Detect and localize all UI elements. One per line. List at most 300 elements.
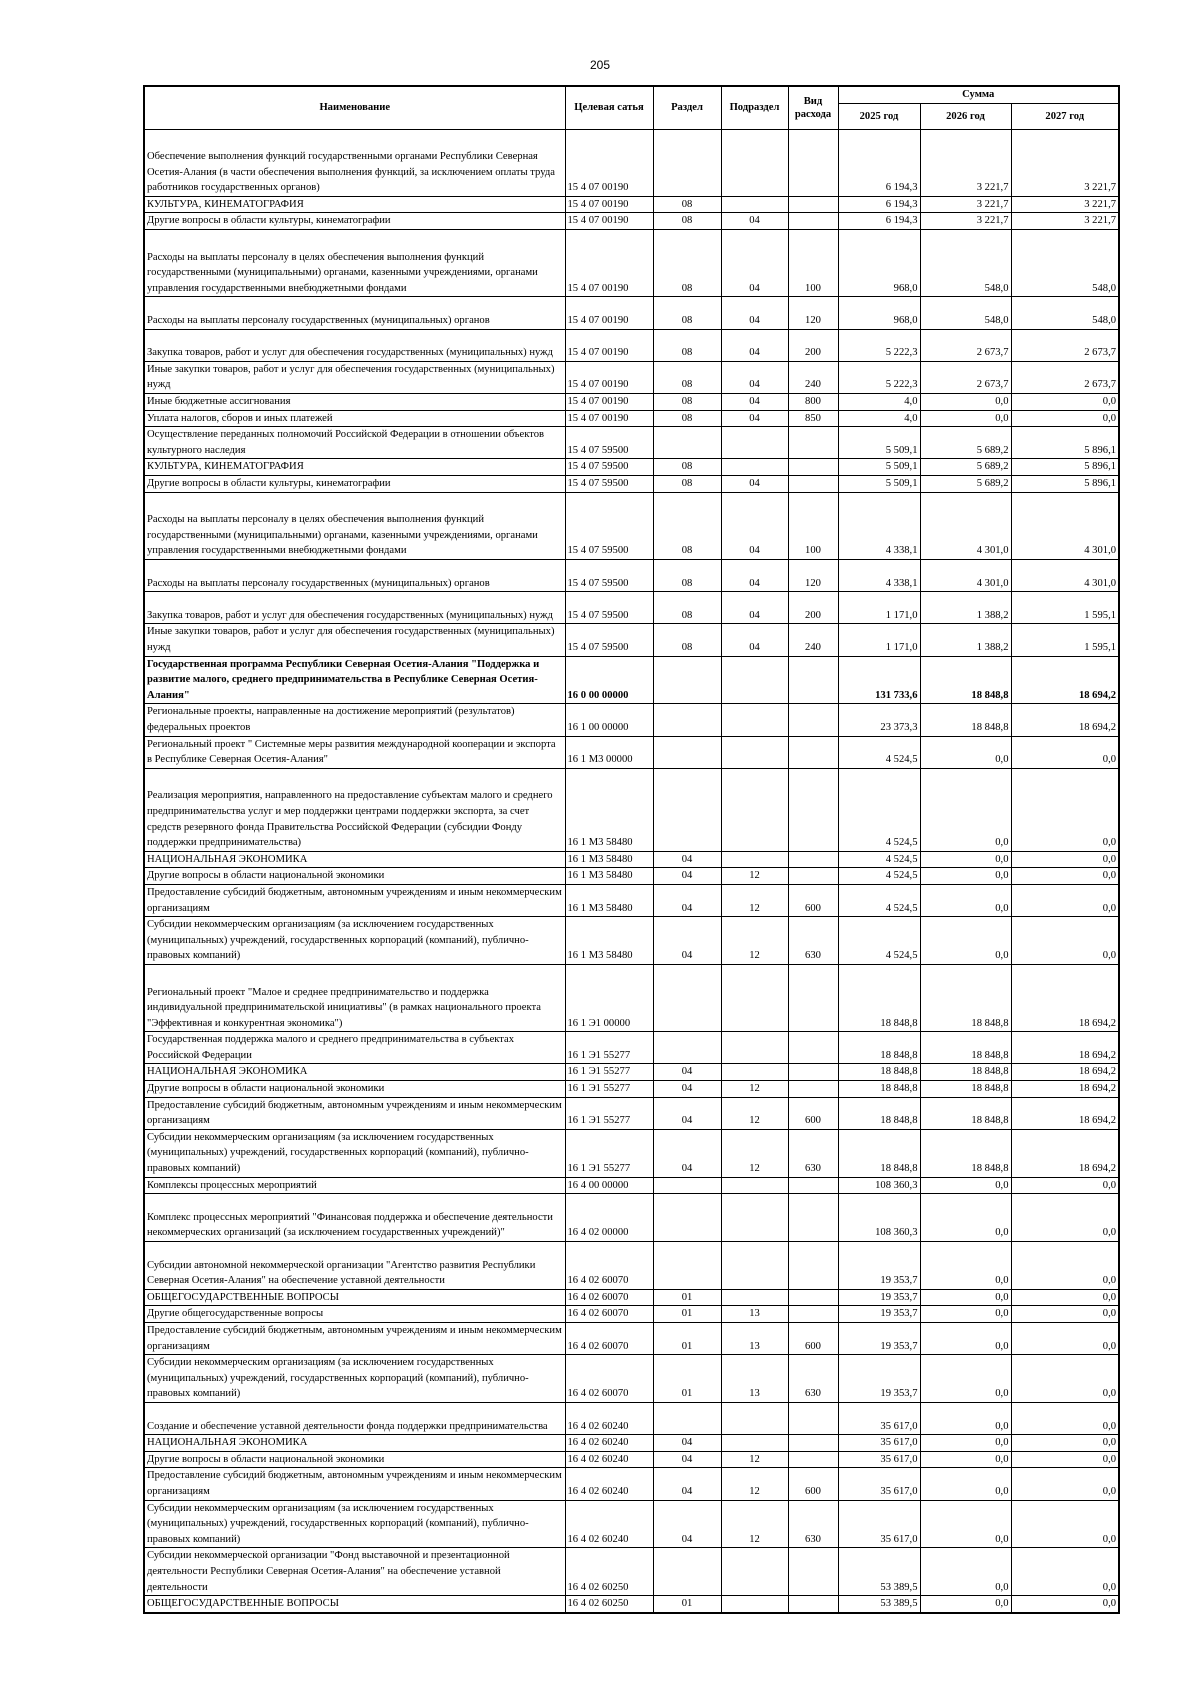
row-target-code: 15 4 07 00190 bbox=[565, 196, 653, 213]
header-subsection: Подраздел bbox=[721, 86, 788, 129]
row-section: 08 bbox=[653, 196, 721, 213]
row-target-code: 15 4 07 00190 bbox=[565, 213, 653, 230]
row-section: 08 bbox=[653, 559, 721, 591]
table-row bbox=[144, 917, 1119, 965]
row-section: 01 bbox=[653, 1289, 721, 1306]
table-row bbox=[144, 492, 1119, 559]
row-subsection: 12 bbox=[721, 1097, 788, 1129]
row-target-code: 15 4 07 59500 bbox=[565, 624, 653, 656]
header-2026: 2026 год bbox=[920, 103, 1011, 129]
row-sum-2026: 548,0 bbox=[920, 230, 1011, 297]
row-expense-type: 630 bbox=[788, 917, 838, 965]
row-expense-type bbox=[788, 964, 838, 1031]
table-row bbox=[144, 1306, 1119, 1323]
row-expense-type bbox=[788, 1177, 838, 1194]
row-sum-2025: 35 617,0 bbox=[838, 1500, 920, 1548]
row-subsection: 13 bbox=[721, 1306, 788, 1323]
row-section bbox=[653, 129, 721, 196]
row-sum-2025: 5 509,1 bbox=[838, 427, 920, 459]
row-name: Региональный проект "Малое и среднее предпринимательство и поддержка индивидуальной предпринимательской инициативы" (в рамках национального проекта "Эффективная и конкурентная экономика") bbox=[144, 964, 565, 1031]
row-sum-2026: 18 848,8 bbox=[920, 1064, 1011, 1081]
row-sum-2027: 0,0 bbox=[1011, 1289, 1119, 1306]
row-expense-type bbox=[788, 1081, 838, 1098]
row-sum-2027: 548,0 bbox=[1011, 297, 1119, 329]
row-expense-type bbox=[788, 1451, 838, 1468]
row-sum-2026: 0,0 bbox=[920, 1242, 1011, 1290]
row-target-code: 16 4 02 60240 bbox=[565, 1500, 653, 1548]
row-name: КУЛЬТУРА, КИНЕМАТОГРАФИЯ bbox=[144, 196, 565, 213]
row-sum-2026: 0,0 bbox=[920, 394, 1011, 411]
row-sum-2025: 6 194,3 bbox=[838, 213, 920, 230]
row-subsection: 04 bbox=[721, 559, 788, 591]
row-name: Субсидии некоммерческим организациям (за исключением государственных (муниципальных) учреждений, государственных корпораций (компаний), публично-правовых компаний) bbox=[144, 1355, 565, 1403]
row-sum-2025: 19 353,7 bbox=[838, 1289, 920, 1306]
row-target-code: 16 4 00 00000 bbox=[565, 1177, 653, 1194]
row-target-code: 15 4 07 59500 bbox=[565, 592, 653, 624]
row-name: Расходы на выплаты персоналу в целях обеспечения выполнения функций государственными (муниципальными) органами, казенными учреждениями, органами управления государственными внебюджетными фондами bbox=[144, 492, 565, 559]
row-sum-2026: 0,0 bbox=[920, 1194, 1011, 1242]
row-name: Другие общегосударственные вопросы bbox=[144, 1306, 565, 1323]
row-sum-2027: 18 694,2 bbox=[1011, 964, 1119, 1031]
table-row bbox=[144, 410, 1119, 427]
row-subsection: 04 bbox=[721, 410, 788, 427]
row-sum-2027: 18 694,2 bbox=[1011, 1032, 1119, 1064]
row-target-code: 16 1 M3 58480 bbox=[565, 868, 653, 885]
row-section bbox=[653, 1548, 721, 1596]
table-row bbox=[144, 213, 1119, 230]
row-subsection bbox=[721, 1064, 788, 1081]
row-sum-2026: 0,0 bbox=[920, 1355, 1011, 1403]
row-sum-2026: 18 848,8 bbox=[920, 1097, 1011, 1129]
row-sum-2025: 18 848,8 bbox=[838, 1097, 920, 1129]
row-target-code: 16 4 02 60250 bbox=[565, 1596, 653, 1613]
row-subsection bbox=[721, 1194, 788, 1242]
row-target-code: 16 4 02 60240 bbox=[565, 1468, 653, 1500]
row-sum-2026: 0,0 bbox=[920, 1435, 1011, 1452]
row-name: Другие вопросы в области национальной экономики bbox=[144, 1081, 565, 1098]
row-target-code: 16 1 M3 58480 bbox=[565, 917, 653, 965]
row-sum-2026: 0,0 bbox=[920, 1596, 1011, 1613]
row-sum-2027: 0,0 bbox=[1011, 868, 1119, 885]
row-section bbox=[653, 768, 721, 851]
row-section: 08 bbox=[653, 492, 721, 559]
row-expense-type: 850 bbox=[788, 410, 838, 427]
row-section: 04 bbox=[653, 1097, 721, 1129]
row-sum-2027: 3 221,7 bbox=[1011, 196, 1119, 213]
row-sum-2026: 4 301,0 bbox=[920, 492, 1011, 559]
row-sum-2027: 18 694,2 bbox=[1011, 1129, 1119, 1177]
row-sum-2027: 0,0 bbox=[1011, 884, 1119, 916]
table-row bbox=[144, 1032, 1119, 1064]
row-sum-2026: 0,0 bbox=[920, 851, 1011, 868]
row-name: НАЦИОНАЛЬНАЯ ЭКОНОМИКА bbox=[144, 1435, 565, 1452]
row-subsection: 13 bbox=[721, 1355, 788, 1403]
row-expense-type bbox=[788, 476, 838, 493]
row-target-code: 16 1 M3 58480 bbox=[565, 768, 653, 851]
row-sum-2026: 0,0 bbox=[920, 736, 1011, 768]
row-expense-type: 600 bbox=[788, 1097, 838, 1129]
row-sum-2026: 0,0 bbox=[920, 1403, 1011, 1435]
row-subsection: 12 bbox=[721, 1081, 788, 1098]
row-sum-2025: 108 360,3 bbox=[838, 1194, 920, 1242]
row-sum-2025: 5 222,3 bbox=[838, 361, 920, 393]
row-sum-2025: 968,0 bbox=[838, 230, 920, 297]
row-sum-2026: 548,0 bbox=[920, 297, 1011, 329]
row-subsection bbox=[721, 1548, 788, 1596]
table-row bbox=[144, 704, 1119, 736]
row-section bbox=[653, 964, 721, 1031]
table-row bbox=[144, 736, 1119, 768]
row-name: ОБЩЕГОСУДАРСТВЕННЫЕ ВОПРОСЫ bbox=[144, 1596, 565, 1613]
row-target-code: 15 4 07 00190 bbox=[565, 394, 653, 411]
row-target-code: 16 1 Э1 55277 bbox=[565, 1064, 653, 1081]
row-expense-type: 100 bbox=[788, 492, 838, 559]
table-row bbox=[144, 1435, 1119, 1452]
row-sum-2027: 0,0 bbox=[1011, 1548, 1119, 1596]
row-target-code: 16 1 Э1 55277 bbox=[565, 1032, 653, 1064]
row-subsection: 04 bbox=[721, 230, 788, 297]
row-expense-type bbox=[788, 1242, 838, 1290]
header-target: Целевая сатья bbox=[565, 86, 653, 129]
row-expense-type: 630 bbox=[788, 1129, 838, 1177]
row-sum-2025: 6 194,3 bbox=[838, 129, 920, 196]
row-sum-2026: 1 388,2 bbox=[920, 592, 1011, 624]
row-section: 01 bbox=[653, 1306, 721, 1323]
row-sum-2025: 19 353,7 bbox=[838, 1242, 920, 1290]
row-subsection bbox=[721, 1403, 788, 1435]
row-sum-2025: 53 389,5 bbox=[838, 1596, 920, 1613]
row-name: Другие вопросы в области культуры, кинематографии bbox=[144, 213, 565, 230]
table-row bbox=[144, 329, 1119, 361]
row-sum-2026: 2 673,7 bbox=[920, 361, 1011, 393]
row-subsection bbox=[721, 1242, 788, 1290]
row-sum-2025: 5 509,1 bbox=[838, 459, 920, 476]
row-name: Обеспечение выполнения функций государственными органами Республики Северная Осетия-Алания (в части обеспечения выполнения функций, за исключением оплаты труда работников государственных органов) bbox=[144, 129, 565, 196]
row-target-code: 16 4 02 60250 bbox=[565, 1548, 653, 1596]
row-target-code: 15 4 07 00190 bbox=[565, 361, 653, 393]
row-section bbox=[653, 427, 721, 459]
row-name: Создание и обеспечение уставной деятельности фонда поддержки предпринимательства bbox=[144, 1403, 565, 1435]
header-2027: 2027 год bbox=[1011, 103, 1119, 129]
row-subsection bbox=[721, 656, 788, 704]
row-subsection bbox=[721, 459, 788, 476]
row-sum-2026: 0,0 bbox=[920, 868, 1011, 885]
row-sum-2027: 3 221,7 bbox=[1011, 213, 1119, 230]
row-sum-2025: 18 848,8 bbox=[838, 1081, 920, 1098]
table-body bbox=[144, 129, 1119, 1613]
row-sum-2025: 35 617,0 bbox=[838, 1451, 920, 1468]
table-row bbox=[144, 427, 1119, 459]
row-target-code: 15 4 07 59500 bbox=[565, 459, 653, 476]
row-sum-2027: 0,0 bbox=[1011, 1242, 1119, 1290]
row-sum-2027: 0,0 bbox=[1011, 1323, 1119, 1355]
table-row bbox=[144, 1548, 1119, 1596]
row-subsection bbox=[721, 964, 788, 1031]
row-section: 08 bbox=[653, 230, 721, 297]
row-target-code: 15 4 07 59500 bbox=[565, 492, 653, 559]
row-sum-2026: 5 689,2 bbox=[920, 427, 1011, 459]
row-sum-2027: 1 595,1 bbox=[1011, 592, 1119, 624]
row-sum-2025: 4 338,1 bbox=[838, 559, 920, 591]
row-sum-2026: 0,0 bbox=[920, 1177, 1011, 1194]
row-sum-2027: 3 221,7 bbox=[1011, 129, 1119, 196]
row-name: НАЦИОНАЛЬНАЯ ЭКОНОМИКА bbox=[144, 1064, 565, 1081]
header-2025: 2025 год bbox=[838, 103, 920, 129]
row-sum-2026: 0,0 bbox=[920, 1451, 1011, 1468]
row-target-code: 16 1 Э1 55277 bbox=[565, 1129, 653, 1177]
row-section bbox=[653, 704, 721, 736]
row-target-code: 16 1 00 00000 bbox=[565, 704, 653, 736]
row-sum-2025: 131 733,6 bbox=[838, 656, 920, 704]
row-name: Предоставление субсидий бюджетным, автономным учреждениям и иным некоммерческим организациям bbox=[144, 1323, 565, 1355]
table-row bbox=[144, 592, 1119, 624]
header-expense-type: Вид расхода bbox=[788, 86, 838, 129]
table-row bbox=[144, 768, 1119, 851]
row-subsection: 12 bbox=[721, 1129, 788, 1177]
row-sum-2026: 3 221,7 bbox=[920, 213, 1011, 230]
row-section: 04 bbox=[653, 1500, 721, 1548]
row-subsection bbox=[721, 1177, 788, 1194]
table-row bbox=[144, 196, 1119, 213]
row-name: Другие вопросы в области культуры, кинематографии bbox=[144, 476, 565, 493]
row-target-code: 15 4 07 00190 bbox=[565, 329, 653, 361]
table-row bbox=[144, 851, 1119, 868]
row-subsection bbox=[721, 1596, 788, 1613]
row-expense-type: 200 bbox=[788, 592, 838, 624]
row-expense-type bbox=[788, 427, 838, 459]
row-expense-type: 120 bbox=[788, 297, 838, 329]
row-target-code: 16 4 02 60240 bbox=[565, 1435, 653, 1452]
header-section: Раздел bbox=[653, 86, 721, 129]
row-expense-type bbox=[788, 1403, 838, 1435]
row-target-code: 16 4 02 60240 bbox=[565, 1451, 653, 1468]
row-target-code: 15 4 07 00190 bbox=[565, 129, 653, 196]
row-expense-type bbox=[788, 704, 838, 736]
row-sum-2026: 0,0 bbox=[920, 1306, 1011, 1323]
row-subsection: 04 bbox=[721, 297, 788, 329]
table-row bbox=[144, 559, 1119, 591]
row-sum-2026: 0,0 bbox=[920, 1548, 1011, 1596]
row-sum-2027: 0,0 bbox=[1011, 1596, 1119, 1613]
row-subsection: 12 bbox=[721, 1451, 788, 1468]
table-row bbox=[144, 1451, 1119, 1468]
row-section: 08 bbox=[653, 459, 721, 476]
row-sum-2025: 4 524,5 bbox=[838, 868, 920, 885]
row-target-code: 16 1 Э1 00000 bbox=[565, 964, 653, 1031]
row-target-code: 16 4 02 60070 bbox=[565, 1289, 653, 1306]
table-row bbox=[144, 1289, 1119, 1306]
row-sum-2027: 0,0 bbox=[1011, 1306, 1119, 1323]
table-row bbox=[144, 1403, 1119, 1435]
row-sum-2026: 18 848,8 bbox=[920, 704, 1011, 736]
row-sum-2027: 0,0 bbox=[1011, 851, 1119, 868]
row-section bbox=[653, 1194, 721, 1242]
table-row bbox=[144, 459, 1119, 476]
row-target-code: 16 0 00 00000 bbox=[565, 656, 653, 704]
row-sum-2025: 19 353,7 bbox=[838, 1355, 920, 1403]
row-name: Предоставление субсидий бюджетным, автономным учреждениям и иным некоммерческим организациям bbox=[144, 1468, 565, 1500]
row-sum-2026: 18 848,8 bbox=[920, 1129, 1011, 1177]
row-sum-2025: 35 617,0 bbox=[838, 1435, 920, 1452]
row-expense-type bbox=[788, 459, 838, 476]
table-row bbox=[144, 361, 1119, 393]
row-sum-2026: 0,0 bbox=[920, 917, 1011, 965]
table-row bbox=[144, 297, 1119, 329]
row-subsection: 04 bbox=[721, 624, 788, 656]
row-expense-type: 600 bbox=[788, 1323, 838, 1355]
row-section: 04 bbox=[653, 917, 721, 965]
row-target-code: 16 1 Э1 55277 bbox=[565, 1097, 653, 1129]
row-section: 04 bbox=[653, 1435, 721, 1452]
row-sum-2025: 5 509,1 bbox=[838, 476, 920, 493]
row-sum-2026: 18 848,8 bbox=[920, 1081, 1011, 1098]
table-row bbox=[144, 1468, 1119, 1500]
page-number: 205 bbox=[589, 58, 611, 72]
row-sum-2026: 0,0 bbox=[920, 1468, 1011, 1500]
row-section: 08 bbox=[653, 476, 721, 493]
header-sum: Сумма bbox=[838, 86, 1119, 103]
row-target-code: 16 4 02 60070 bbox=[565, 1242, 653, 1290]
row-sum-2027: 18 694,2 bbox=[1011, 1081, 1119, 1098]
row-sum-2025: 1 171,0 bbox=[838, 624, 920, 656]
row-section bbox=[653, 1403, 721, 1435]
row-sum-2027: 0,0 bbox=[1011, 1403, 1119, 1435]
row-sum-2027: 0,0 bbox=[1011, 1355, 1119, 1403]
row-subsection: 04 bbox=[721, 329, 788, 361]
row-expense-type bbox=[788, 656, 838, 704]
row-expense-type bbox=[788, 1289, 838, 1306]
table-row bbox=[144, 1323, 1119, 1355]
row-target-code: 16 1 Э1 55277 bbox=[565, 1081, 653, 1098]
row-sum-2026: 2 673,7 bbox=[920, 329, 1011, 361]
row-sum-2025: 1 171,0 bbox=[838, 592, 920, 624]
row-name: Региональный проект " Системные меры развития международной кооперации и экспорта в Республике Северная Осетия-Алания" bbox=[144, 736, 565, 768]
row-expense-type bbox=[788, 213, 838, 230]
row-sum-2026: 4 301,0 bbox=[920, 559, 1011, 591]
row-name: Закупка товаров, работ и услуг для обеспечения государственных (муниципальных) нужд bbox=[144, 329, 565, 361]
row-name: Расходы на выплаты персоналу государственных (муниципальных) органов bbox=[144, 297, 565, 329]
row-name: Субсидии некоммерческой организации "Фонд выставочной и презентационной деятельности Республики Северная Осетия-Алания" на обеспечение уставной деятельности bbox=[144, 1548, 565, 1596]
row-section bbox=[653, 1177, 721, 1194]
row-section: 04 bbox=[653, 884, 721, 916]
row-sum-2025: 968,0 bbox=[838, 297, 920, 329]
row-sum-2027: 0,0 bbox=[1011, 410, 1119, 427]
row-section: 04 bbox=[653, 868, 721, 885]
row-sum-2026: 1 388,2 bbox=[920, 624, 1011, 656]
row-name: Комплексы процессных мероприятий bbox=[144, 1177, 565, 1194]
row-expense-type bbox=[788, 1194, 838, 1242]
row-target-code: 16 4 02 60070 bbox=[565, 1355, 653, 1403]
row-name: Субсидии некоммерческим организациям (за исключением государственных (муниципальных) учреждений, государственных корпораций (компаний), публично-правовых компаний) bbox=[144, 1500, 565, 1548]
table-row bbox=[144, 476, 1119, 493]
row-subsection: 04 bbox=[721, 592, 788, 624]
row-target-code: 15 4 07 00190 bbox=[565, 230, 653, 297]
row-target-code: 16 4 02 00000 bbox=[565, 1194, 653, 1242]
row-name: Региональные проекты, направленные на достижение мероприятий (результатов) федеральных проектов bbox=[144, 704, 565, 736]
row-expense-type: 100 bbox=[788, 230, 838, 297]
row-sum-2026: 3 221,7 bbox=[920, 129, 1011, 196]
row-sum-2025: 18 848,8 bbox=[838, 964, 920, 1031]
row-sum-2026: 0,0 bbox=[920, 410, 1011, 427]
row-sum-2027: 0,0 bbox=[1011, 394, 1119, 411]
row-sum-2026: 18 848,8 bbox=[920, 1032, 1011, 1064]
row-expense-type bbox=[788, 1548, 838, 1596]
row-subsection: 12 bbox=[721, 1500, 788, 1548]
row-sum-2027: 5 896,1 bbox=[1011, 459, 1119, 476]
row-sum-2026: 0,0 bbox=[920, 1500, 1011, 1548]
row-sum-2027: 2 673,7 bbox=[1011, 329, 1119, 361]
row-sum-2027: 0,0 bbox=[1011, 1177, 1119, 1194]
row-expense-type: 200 bbox=[788, 329, 838, 361]
row-target-code: 16 1 M3 58480 bbox=[565, 851, 653, 868]
table-row bbox=[144, 1500, 1119, 1548]
row-subsection: 04 bbox=[721, 476, 788, 493]
row-name: КУЛЬТУРА, КИНЕМАТОГРАФИЯ bbox=[144, 459, 565, 476]
row-sum-2027: 548,0 bbox=[1011, 230, 1119, 297]
row-name: Субсидии автономной некоммерческой организации "Агентство развития Республики Северная Осетия-Алания" на обеспечение уставной деятельности bbox=[144, 1242, 565, 1290]
row-name: Другие вопросы в области национальной экономики bbox=[144, 1451, 565, 1468]
row-section: 04 bbox=[653, 1468, 721, 1500]
row-name: Осуществление переданных полномочий Российской Федерации в отношении объектов культурного наследия bbox=[144, 427, 565, 459]
row-section: 08 bbox=[653, 297, 721, 329]
row-target-code: 15 4 07 59500 bbox=[565, 427, 653, 459]
row-expense-type: 800 bbox=[788, 394, 838, 411]
row-sum-2026: 3 221,7 bbox=[920, 196, 1011, 213]
table-row bbox=[144, 1355, 1119, 1403]
row-sum-2027: 0,0 bbox=[1011, 1500, 1119, 1548]
row-sum-2025: 4,0 bbox=[838, 410, 920, 427]
row-name: Закупка товаров, работ и услуг для обеспечения государственных (муниципальных) нужд bbox=[144, 592, 565, 624]
row-sum-2026: 0,0 bbox=[920, 768, 1011, 851]
row-expense-type bbox=[788, 736, 838, 768]
row-target-code: 16 4 02 60070 bbox=[565, 1306, 653, 1323]
row-expense-type: 240 bbox=[788, 361, 838, 393]
table-row bbox=[144, 230, 1119, 297]
table-row bbox=[144, 1596, 1119, 1613]
row-sum-2027: 4 301,0 bbox=[1011, 559, 1119, 591]
row-expense-type: 600 bbox=[788, 1468, 838, 1500]
row-target-code: 16 4 02 60240 bbox=[565, 1403, 653, 1435]
row-subsection: 12 bbox=[721, 1468, 788, 1500]
row-section: 04 bbox=[653, 1129, 721, 1177]
row-sum-2027: 18 694,2 bbox=[1011, 1064, 1119, 1081]
row-expense-type bbox=[788, 851, 838, 868]
row-sum-2026: 5 689,2 bbox=[920, 476, 1011, 493]
row-sum-2025: 4 338,1 bbox=[838, 492, 920, 559]
row-section: 04 bbox=[653, 851, 721, 868]
row-target-code: 15 4 07 59500 bbox=[565, 559, 653, 591]
row-section: 04 bbox=[653, 1081, 721, 1098]
row-subsection bbox=[721, 768, 788, 851]
row-target-code: 15 4 07 00190 bbox=[565, 410, 653, 427]
row-expense-type bbox=[788, 1032, 838, 1064]
row-sum-2027: 0,0 bbox=[1011, 736, 1119, 768]
row-section: 08 bbox=[653, 410, 721, 427]
row-sum-2027: 1 595,1 bbox=[1011, 624, 1119, 656]
row-section: 08 bbox=[653, 394, 721, 411]
row-section bbox=[653, 1032, 721, 1064]
row-name: Расходы на выплаты персоналу государственных (муниципальных) органов bbox=[144, 559, 565, 591]
row-subsection bbox=[721, 851, 788, 868]
row-subsection bbox=[721, 427, 788, 459]
table-row bbox=[144, 1097, 1119, 1129]
row-sum-2025: 4,0 bbox=[838, 394, 920, 411]
row-expense-type bbox=[788, 1306, 838, 1323]
row-expense-type: 120 bbox=[788, 559, 838, 591]
row-section: 01 bbox=[653, 1355, 721, 1403]
row-subsection: 12 bbox=[721, 884, 788, 916]
row-subsection: 04 bbox=[721, 492, 788, 559]
